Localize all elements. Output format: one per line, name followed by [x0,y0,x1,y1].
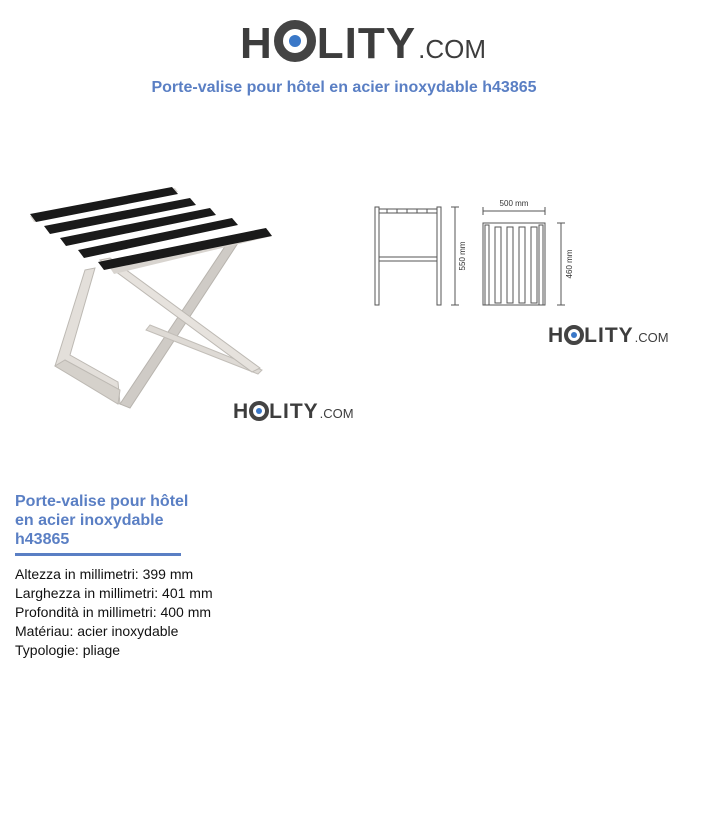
photo-watermark-logo [233,398,354,424]
spec-material: Matériau: acier inoxydable [15,623,179,639]
technical-drawing [365,185,595,315]
logo-letter-h: H [240,19,273,68]
spec-height: Altezza in millimetri: 399 mm [15,566,194,582]
logo-suffix: .COM [634,330,669,345]
logo-o-icon [249,401,269,421]
product-photo [0,150,360,440]
logo-letters: LITY [316,19,417,68]
spec-depth: Profondità in millimetri: 400 mm [15,604,212,620]
logo-o-icon [274,20,316,62]
logo-o-icon [564,325,584,345]
height-dimension-label: 550 mm [458,241,467,271]
logo-letters: LITY [269,400,319,423]
product-title: Porte-valise pour hôtel en acier inoxydable h43865 [15,493,189,548]
depth-dimension-label: 460 mm [565,249,574,279]
logo-letter-h: H [233,400,250,423]
spec-width: Larghezza in millimetri: 401 mm [15,585,213,601]
logo-suffix: .COM [319,406,354,421]
logo-letters: LITY [584,324,634,347]
brand-logo[interactable] [240,16,486,69]
spec-list [15,565,213,660]
spec-type: Typologie: pliage [15,642,121,658]
logo-letter-h: H [548,324,565,347]
title-underline [15,553,181,556]
logo-suffix: .COM [418,34,486,64]
page-title: Porte-valise pour hôtel en acier inoxydable h43865 [151,79,537,96]
drawing-watermark-logo [548,322,669,348]
width-dimension-label: 500 mm [499,199,529,208]
